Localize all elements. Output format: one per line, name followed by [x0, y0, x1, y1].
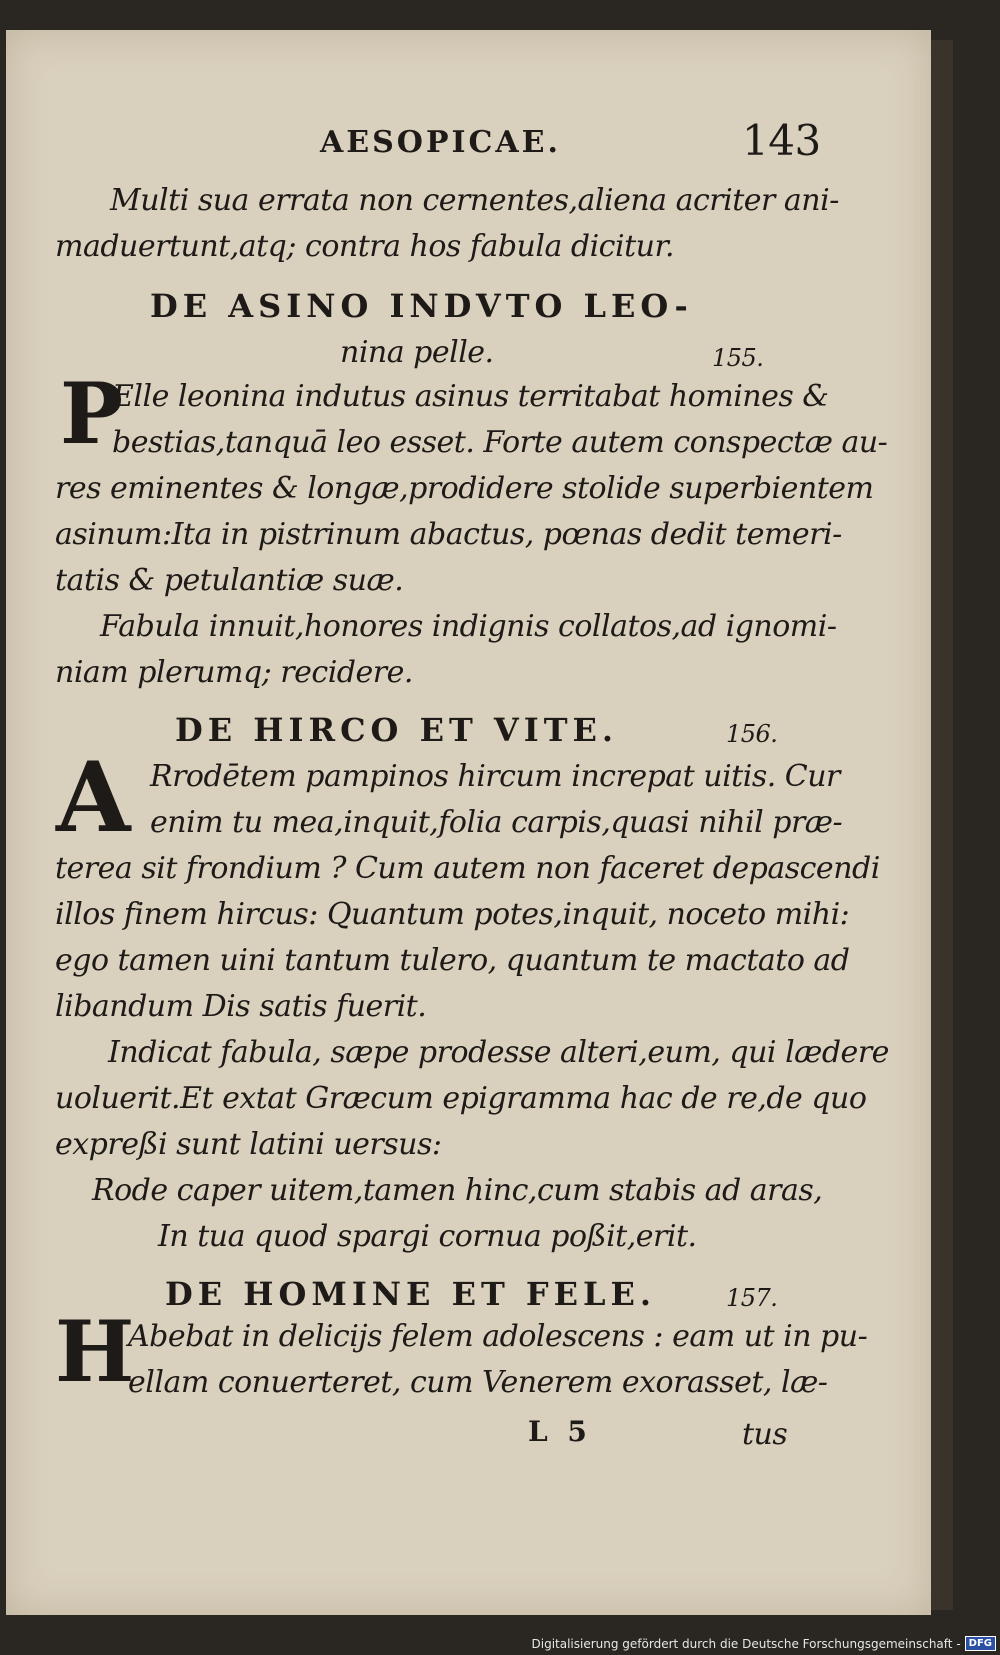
fable-line: enim tu mea,inquit,folia carpis,quasi nihil præ- — [150, 805, 843, 840]
page-number: 143 — [742, 116, 821, 165]
moral-line: expreßi sunt latini uersus: — [55, 1127, 442, 1162]
fable-line: Rrodētem pampinos hircum increpat uitis. Cur — [150, 759, 840, 794]
fable-title-cont: nina pelle. — [340, 335, 494, 370]
moral-line: uoluerit.Et extat Græcum epigramma hac de re,de quo — [55, 1081, 867, 1116]
moral-line: Indicat fabula, sæpe prodesse alteri,eum, qui lædere — [108, 1035, 889, 1070]
moral-line: maduertunt,atq; contra hos fabula dicitur. — [55, 229, 675, 264]
catchword: tus — [742, 1417, 788, 1452]
fable-line: illos finem hircus: Quantum potes,inquit, noceto mihi: — [55, 897, 850, 932]
fable-line: bestias,tanquā leo esset. Forte autem conspectæ au- — [112, 425, 888, 460]
fable-line: ellam conuerteret, cum Venerem exorasset, læ- — [128, 1365, 828, 1400]
fable-line: res eminentes & longæ,prodidere stolide superbientem — [55, 471, 874, 506]
running-title: AESOPICAE. — [320, 125, 561, 160]
fable-number: 155. — [712, 344, 764, 372]
credit-text: Digitalisierung gefördert durch die Deutsche Forschungsgemeinschaft - — [531, 1636, 961, 1651]
fable-line: Elle leonina indutus asinus territabat homines & — [112, 379, 829, 414]
moral-line: Fabula innuit,honores indignis collatos,ad ignomi- — [100, 609, 837, 644]
verse-line: Rode caper uitem,tamen hinc,cum stabis ad aras, — [92, 1173, 823, 1208]
fable-number: 156. — [726, 720, 778, 748]
drop-cap: H — [55, 1302, 135, 1401]
fable-title: DE HIRCO ET VITE. — [175, 711, 619, 749]
moral-line: niam plerumq; recidere. — [55, 655, 413, 690]
dfg-logo: DFG — [965, 1636, 996, 1651]
verse-line: In tua quod spargi cornua poßit,erit. — [158, 1219, 697, 1254]
signature-mark: L 5 — [528, 1415, 592, 1448]
fable-line: tatis & petulantiæ suæ. — [55, 563, 404, 598]
fable-title: DE HOMINE ET FELE. — [165, 1275, 657, 1313]
fable-line: asinum:Ita in pistrinum abactus, pœnas dedit temeri- — [55, 517, 842, 552]
fable-line: libandum Dis satis fuerit. — [55, 989, 427, 1024]
page-edge — [931, 40, 953, 1610]
drop-cap: A — [56, 741, 131, 854]
moral-line: Multi sua errata non cernentes,aliena acriter ani- — [110, 183, 839, 218]
fable-number: 157. — [726, 1284, 778, 1312]
drop-cap: P — [60, 364, 124, 463]
fable-line: Abebat in delicijs felem adolescens : eam ut in pu- — [128, 1319, 868, 1354]
digitization-credit — [532, 1636, 997, 1651]
fable-line: terea sit frondium ? Cum autem non faceret depascendi — [55, 851, 880, 886]
fable-title: DE ASINO INDVTO LEO- — [150, 287, 693, 325]
fable-line: ego tamen uini tantum tulero, quantum te mactato ad — [55, 943, 850, 978]
